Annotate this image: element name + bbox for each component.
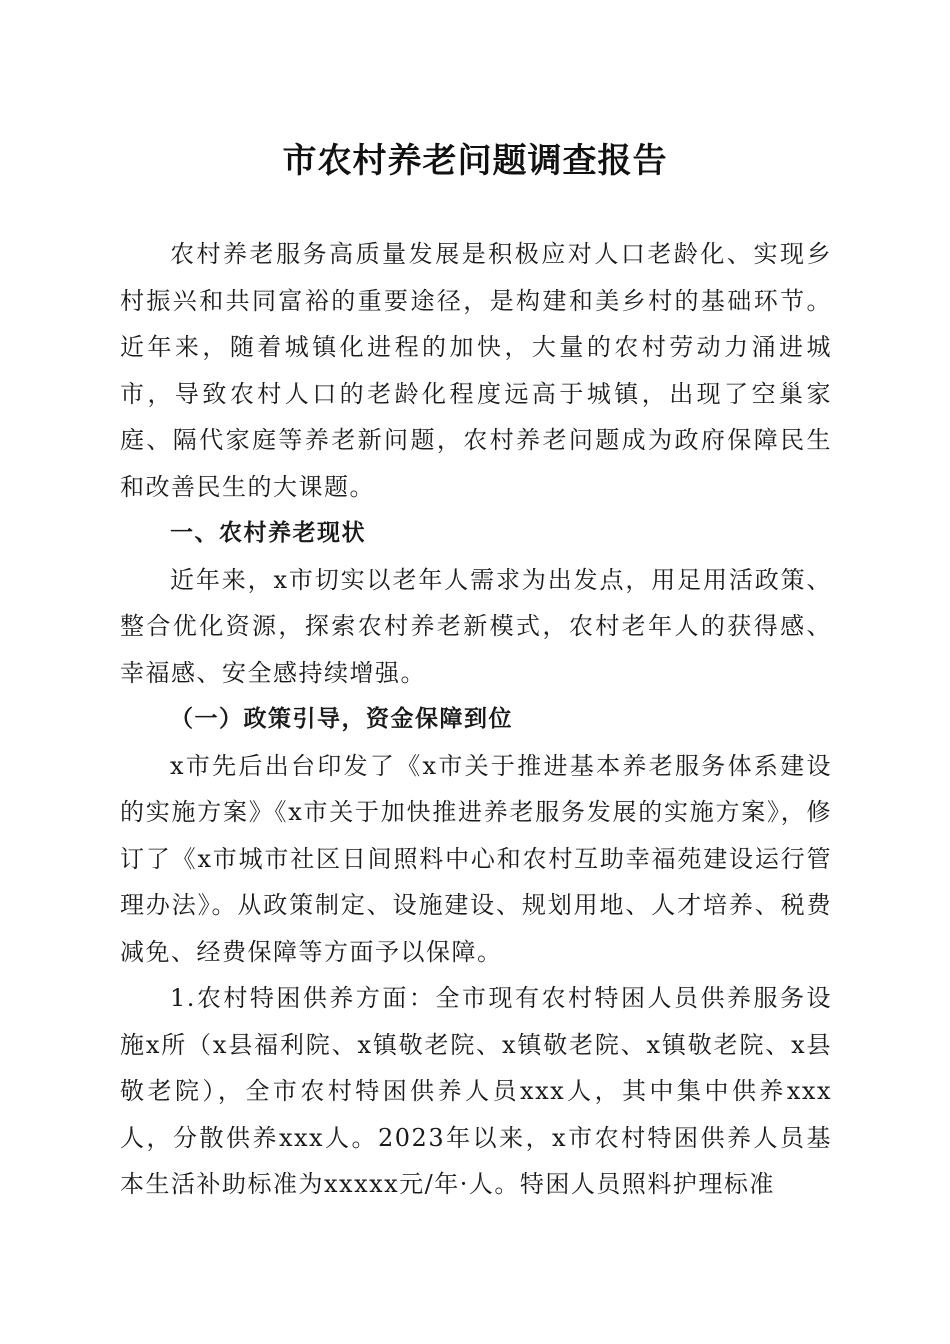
- subsection-heading-policy: （一）政策引导，资金保障到位: [170, 705, 513, 732]
- item-rural-support-paragraph: 1.农村特困供养方面：全市现有农村特困人员供养服务设施x所（x县福利院、x镇敬老院、x镇敬老院、x镇敬老院、x县敬老院），全市农村特困供养人员xxx人，其中集中供养xxx人，分散供养xxx人。2023年以来，x市农村特困供养人员基本生活补助标准为xxxxx元/年·人。特困人员照料护理标准: [120, 984, 832, 1198]
- intro-paragraph: 农村养老服务高质量发展是积极应对人口老龄化、实现乡村振兴和共同富裕的重要途径，是构建和美乡村的基础环节。近年来，随着城镇化进程的加快，大量的农村劳动力涌进城市，导致农村人口的老龄化程度远高于城镇，出现了空巢家庭、隔代家庭等养老新问题，农村养老问题成为政府保障民生和改善民生的大课题。: [120, 240, 832, 501]
- section-status-paragraph: 近年来，x市切实以老年人需求为出发点，用足用活政策、整合优化资源，探索农村养老新模式，农村老年人的获得感、幸福感、安全感持续增强。: [120, 565, 832, 687]
- section-heading-status: 一、农村养老现状: [170, 520, 366, 546]
- subsection-policy-paragraph: x市先后出台印发了《x市关于推进基本养老服务体系建设的实施方案》《x市关于加快推进养老服务发展的实施方案》，修订了《x市城市社区日间照料中心和农村互助幸福苑建设运行管理办法》。从政策制定、设施建设、规划用地、人才培养、税费减免、经费保障等方面予以保障。: [120, 751, 832, 966]
- document-body: [120, 231, 832, 1208]
- document-title: 市农村养老问题调查报告: [282, 141, 668, 181]
